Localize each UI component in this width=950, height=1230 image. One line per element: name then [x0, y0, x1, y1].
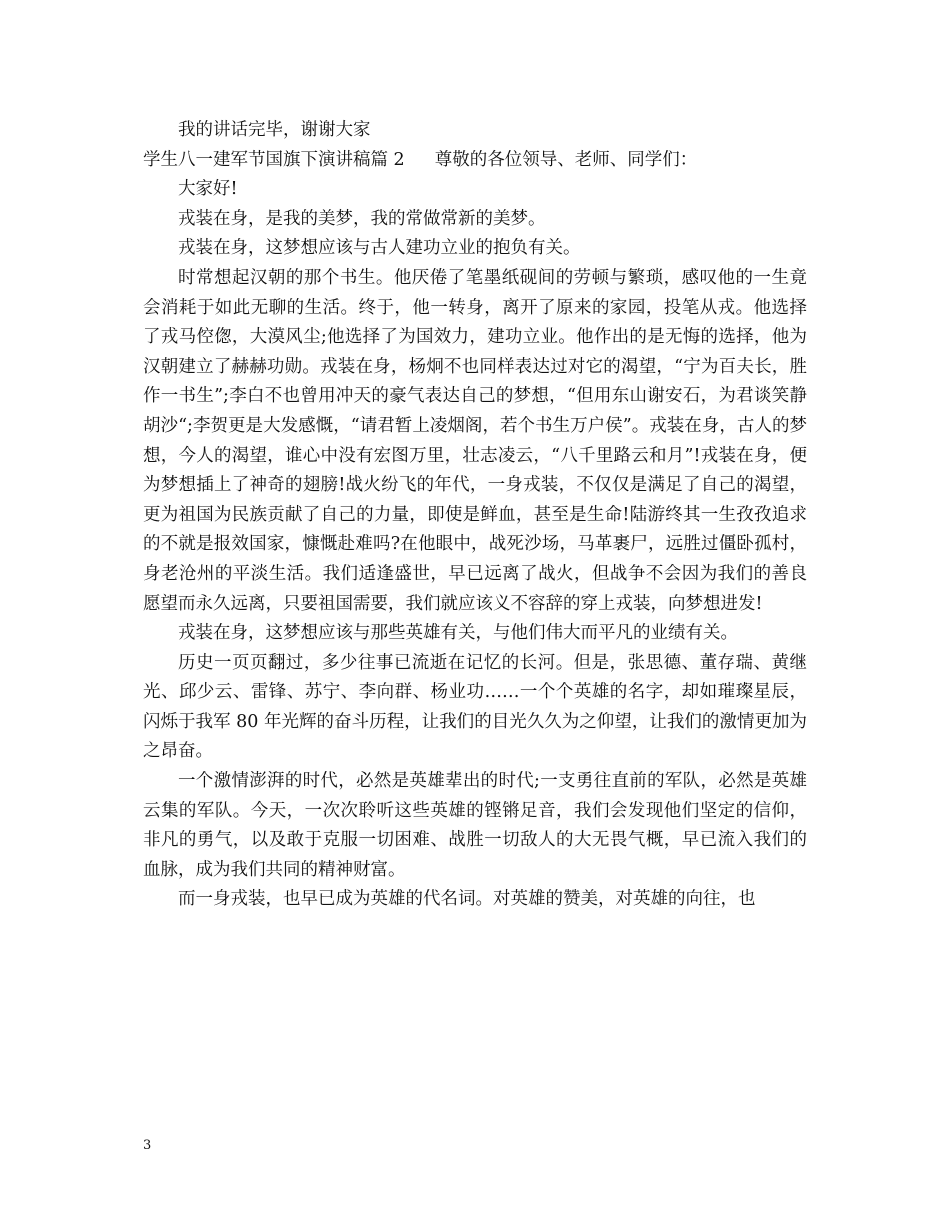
- page-number: 3: [143, 1138, 152, 1153]
- speech-title: 学生八一建军节国旗下演讲稿篇 2: [143, 149, 405, 170]
- closing-line: 我的讲话完毕，谢谢大家: [178, 120, 371, 140]
- paragraph: 大家好!: [178, 179, 238, 200]
- paragraph: 戎装在身，是我的美梦，我的常做常新的美梦。: [178, 208, 546, 229]
- paragraph: 戎装在身，这梦想应该与古人建功立业的抱负有关。: [178, 238, 581, 259]
- paragraph: 一个激情澎湃的时代，必然是英雄辈出的时代;一支勇往直前的军队，必然是英雄云集的军队。今天，一次次聆听这些英雄的铿锵足音，我们会发现他们坚定的信仰，非凡的勇气，以及敢于克服一切困难、战胜一切敌人的大无畏气概，早已流入我们的血脉，成为我们共同的精神财富。: [143, 771, 807, 880]
- document-body: [143, 116, 807, 915]
- paragraph: 时常想起汉朝的那个书生。他厌倦了笔墨纸砚间的劳顿与繁琐，感叹他的一生竟会消耗于如此无聊的生活。终于，他一转身，离开了原来的家园，投笔从戎。他选择了戎马倥偬，大漠风尘;他选择了为国效力，建功立业。他作出的是无悔的选择，他为汉朝建立了赫赫功勋。戎装在身，杨炯不也同样表达过对它的渴望，“宁为百夫长，胜作一书生”;李白不也曾用冲天的豪气表达自己的梦想，“但用东山谢安石，为君谈笑静胡沙“;李贺更是大发感慨，“请君暂上凌烟阁，若个书生万户侯”。戎装在身，古人的梦想，今人的渴望，谁心中没有宏图万里，壮志凌云，“八千里路云和月”!戎装在身，便为梦想插上了神奇的翅膀!战火纷飞的年代，一身戎装，不仅仅是满足了自己的渴望，更为祖国为民族贡献了自己的力量，即使是鲜血，甚至是生命!陆游终其一生孜孜追求的不就是报效国家，慷慨赴难吗?在他眼中，战死沙场，马革裹尸，远胜过僵卧孤村，身老沧州的平淡生活。我们适逢盛世，早已远离了战火，但战争不会因为我们的善良愿望而永久远离，只要祖国需要，我们就应该义不容辞的穿上戎装，向梦想进发!: [143, 267, 807, 614]
- speech-salutation: 尊敬的各位领导、老师、同学们：: [434, 149, 698, 170]
- speech-heading: [143, 146, 807, 176]
- paragraph: 戎装在身，这梦想应该与那些英雄有关，与他们伟大而平凡的业绩有关。: [178, 623, 738, 644]
- paragraph: 而一身戎装，也早已成为英雄的代名词。对英雄的赞美，对英雄的向往，也: [178, 889, 756, 910]
- paragraph: 历史一页页翻过，多少往事已流逝在记忆的长河。但是，张思德、董存瑞、黄继光、邱少云、雷锋、苏宁、李向群、杨业功……一个个英雄的名字，却如璀璨星辰，闪烁于我军 80 年光辉的奋斗历程，让我们的目光久久为之仰望，让我们的激情更加为之昂奋。: [143, 652, 807, 762]
